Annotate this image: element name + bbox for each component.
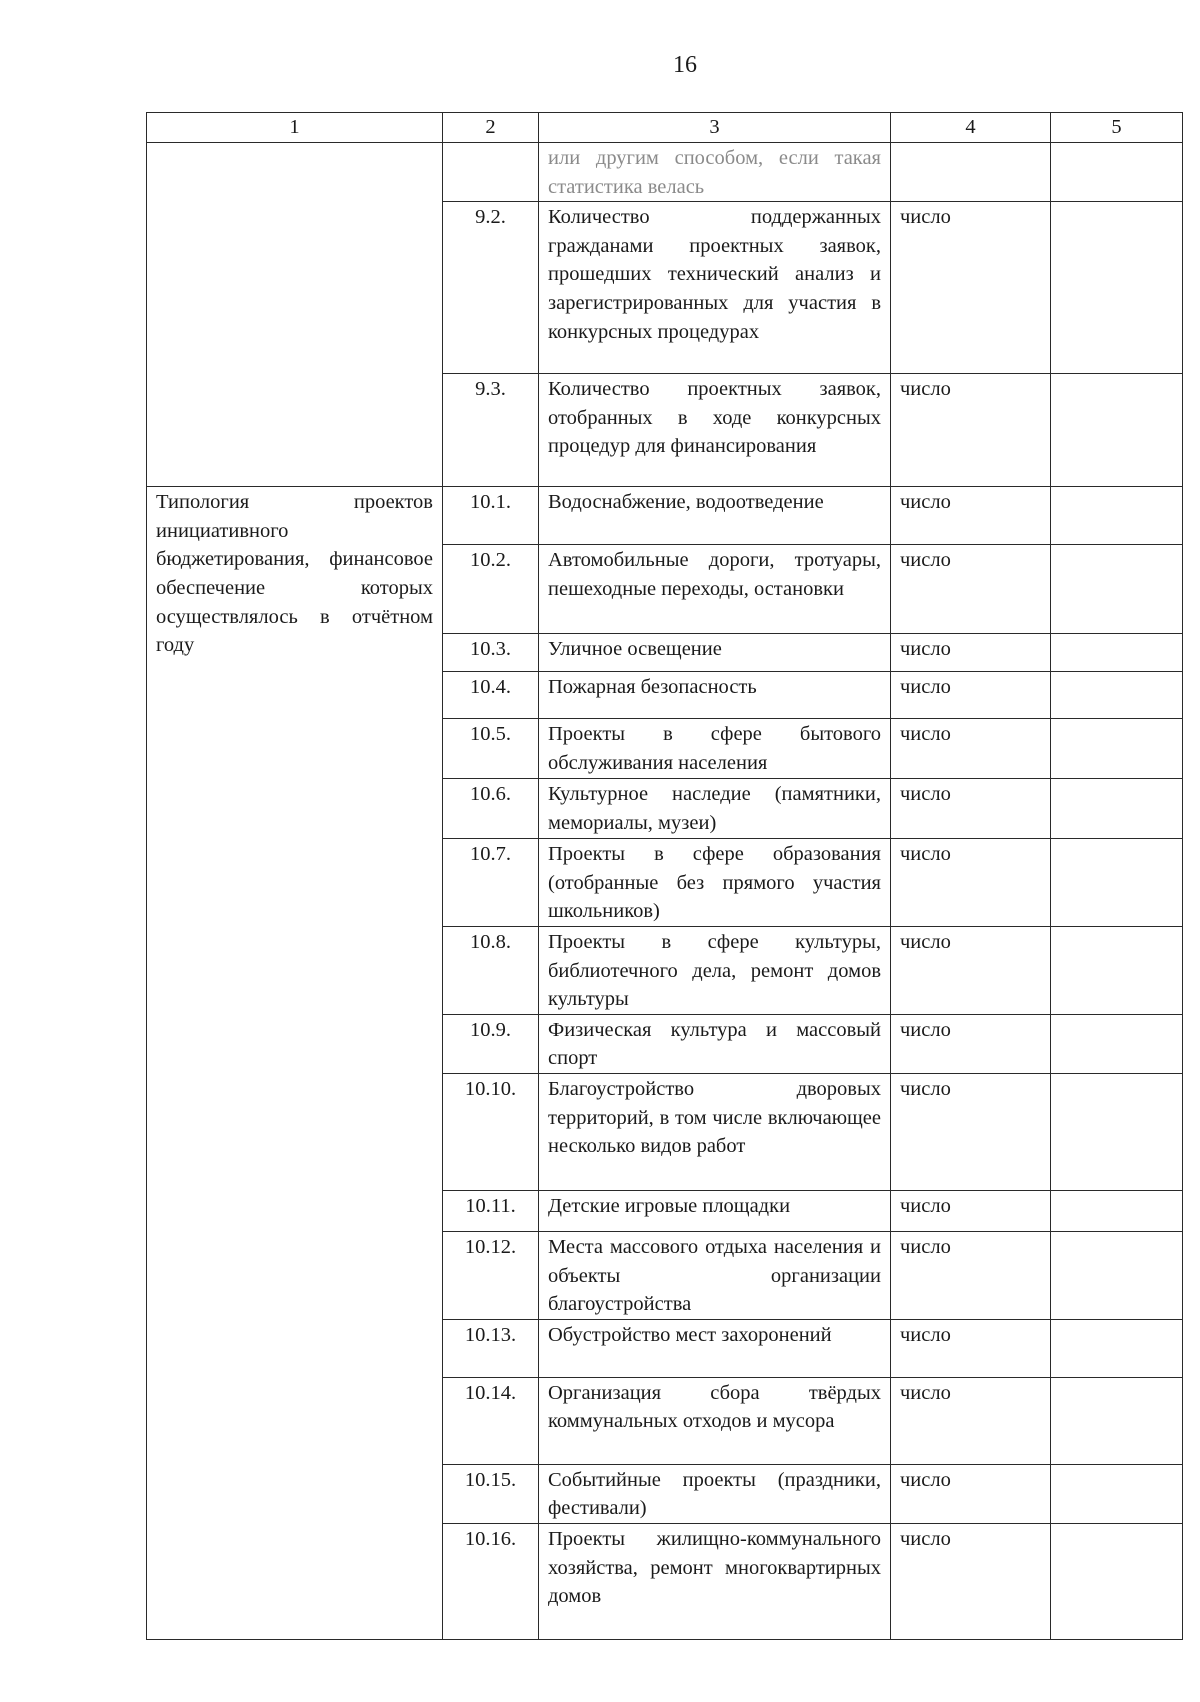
code-cell: 10.10.: [443, 1073, 539, 1190]
indicator-name-cell: Типология проектов инициативного бюджетирования, финансовое обеспечение которых осуществлялось в отчётном году: [147, 487, 443, 1640]
code-cell: 10.1.: [443, 487, 539, 545]
code-cell: 10.8.: [443, 926, 539, 1014]
page-number: 16: [673, 52, 697, 78]
column-header-2: 2: [443, 113, 539, 143]
description-cell: Благоустройство дворовых территорий, в том числе включающее несколько видов работ: [539, 1073, 891, 1190]
description-cell: Культурное наследие (памятники, мемориалы, музеи): [539, 779, 891, 839]
code-cell: 10.13.: [443, 1319, 539, 1377]
code-cell: 10.7.: [443, 839, 539, 927]
table-row: [147, 487, 1183, 545]
description-cell: Организация сбора твёрдых коммунальных отходов и мусора: [539, 1377, 891, 1464]
code-cell: 10.14.: [443, 1377, 539, 1464]
value-cell: [1051, 1014, 1183, 1073]
unit-cell: число: [891, 1231, 1051, 1319]
column-header-1: 1: [147, 113, 443, 143]
unit-cell: число: [891, 202, 1051, 374]
description-cell: Событийные проекты (праздники, фестивали): [539, 1464, 891, 1523]
value-cell: [1051, 374, 1183, 487]
code-cell: 10.4.: [443, 672, 539, 719]
code-cell: 10.5.: [443, 719, 539, 779]
value-cell: [1051, 1319, 1183, 1377]
unit-cell: число: [891, 1523, 1051, 1639]
column-header-3: 3: [539, 113, 891, 143]
value-cell: [1051, 1464, 1183, 1523]
description-cell: Детские игровые площадки: [539, 1190, 891, 1231]
value-cell: [1051, 143, 1183, 202]
unit-cell: число: [891, 839, 1051, 927]
unit-cell: число: [891, 545, 1051, 634]
value-cell: [1051, 487, 1183, 545]
code-cell: 10.16.: [443, 1523, 539, 1639]
value-cell: [1051, 1523, 1183, 1639]
value-cell: [1051, 1377, 1183, 1464]
unit-cell: число: [891, 926, 1051, 1014]
indicator-name-cell-group9: [147, 143, 443, 487]
description-cell: Проекты в сфере образования (отобранные без прямого участия школьников): [539, 839, 891, 927]
indicators-table: [146, 112, 1183, 1640]
value-cell: [1051, 719, 1183, 779]
value-cell: [1051, 1073, 1183, 1190]
description-cell: или другим способом, если такая статистика велась: [539, 143, 891, 202]
code-cell: 10.11.: [443, 1190, 539, 1231]
unit-cell: число: [891, 1190, 1051, 1231]
column-header-4: 4: [891, 113, 1051, 143]
column-header-5: 5: [1051, 113, 1183, 143]
unit-cell: число: [891, 1377, 1051, 1464]
unit-cell: число: [891, 374, 1051, 487]
description-cell: Пожарная безопасность: [539, 672, 891, 719]
code-cell: 10.6.: [443, 779, 539, 839]
description-cell: Водоснабжение, водоотведение: [539, 487, 891, 545]
value-cell: [1051, 839, 1183, 927]
unit-cell: число: [891, 634, 1051, 672]
description-cell: Автомобильные дороги, тротуары, пешеходные переходы, остановки: [539, 545, 891, 634]
value-cell: [1051, 672, 1183, 719]
unit-cell: число: [891, 719, 1051, 779]
unit-cell: число: [891, 672, 1051, 719]
code-cell: [443, 143, 539, 202]
description-cell: Количество проектных заявок, отобранных в ходе конкурсных процедур для финансирования: [539, 374, 891, 487]
code-cell: 10.12.: [443, 1231, 539, 1319]
description-cell: Физическая культура и массовый спорт: [539, 1014, 891, 1073]
code-cell: 10.15.: [443, 1464, 539, 1523]
code-cell: 10.3.: [443, 634, 539, 672]
value-cell: [1051, 202, 1183, 374]
unit-cell: [891, 143, 1051, 202]
description-cell: Уличное освещение: [539, 634, 891, 672]
unit-cell: число: [891, 1464, 1051, 1523]
unit-cell: число: [891, 1073, 1051, 1190]
code-cell: 9.2.: [443, 202, 539, 374]
description-cell: Проекты жилищно-коммунального хозяйства, ремонт многоквартирных домов: [539, 1523, 891, 1639]
code-cell: 10.2.: [443, 545, 539, 634]
unit-cell: число: [891, 487, 1051, 545]
unit-cell: число: [891, 779, 1051, 839]
unit-cell: число: [891, 1319, 1051, 1377]
value-cell: [1051, 926, 1183, 1014]
value-cell: [1051, 1190, 1183, 1231]
value-cell: [1051, 779, 1183, 839]
table-header-row: [147, 113, 1183, 143]
code-cell: 10.9.: [443, 1014, 539, 1073]
code-cell: 9.3.: [443, 374, 539, 487]
unit-cell: число: [891, 1014, 1051, 1073]
description-cell: Обустройство мест захоронений: [539, 1319, 891, 1377]
value-cell: [1051, 545, 1183, 634]
value-cell: [1051, 1231, 1183, 1319]
description-cell: Проекты в сфере культуры, библиотечного дела, ремонт домов культуры: [539, 926, 891, 1014]
description-cell: Места массового отдыха населения и объекты организации благоустройства: [539, 1231, 891, 1319]
table-row: [147, 143, 1183, 202]
description-cell: Количество поддержанных гражданами проектных заявок, прошедших технический анализ и зарегистрированных для участия в конкурсных процедурах: [539, 202, 891, 374]
value-cell: [1051, 634, 1183, 672]
description-cell: Проекты в сфере бытового обслуживания населения: [539, 719, 891, 779]
